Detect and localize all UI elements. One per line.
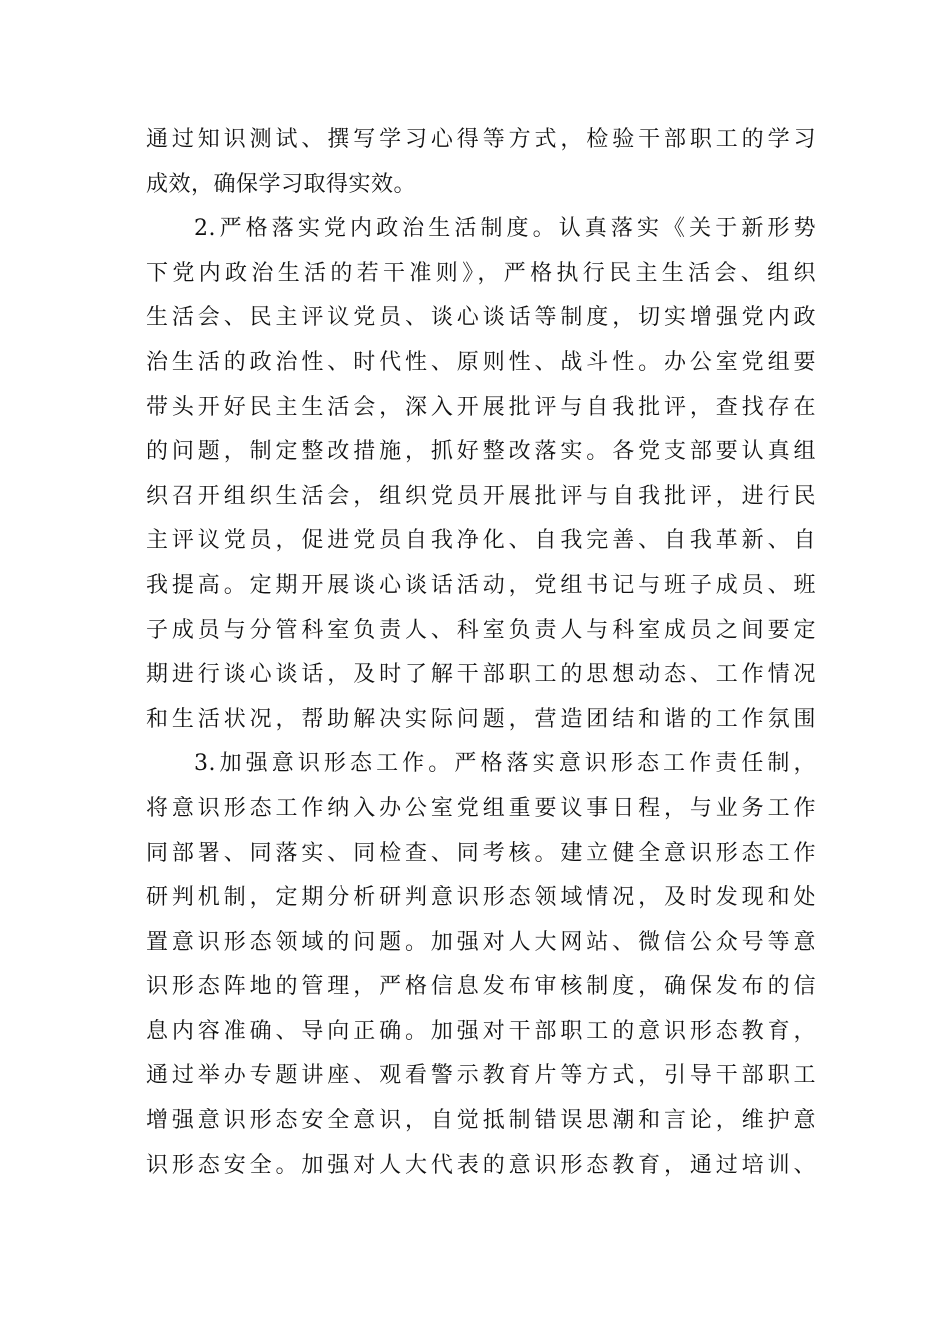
text-line: 我提高。定期开展谈心谈话活动，党组书记与班子成员、班: [146, 572, 816, 598]
paragraph-2: [146, 207, 816, 742]
text-line: 2.严格落实党内政治生活制度。认真落实《关于新形势: [194, 216, 816, 242]
paragraph-1: [146, 118, 816, 207]
text-line: 研判机制，定期分析研判意识形态领域情况，及时发现和处: [146, 885, 816, 911]
text-line: 织召开组织生活会，组织党员开展批评与自我批评，进行民: [146, 483, 816, 509]
text-line: 识形态安全。加强对人大代表的意识形态教育，通过培训、: [146, 1152, 816, 1178]
text-line: 成效，确保学习取得实效。: [146, 171, 417, 197]
text-line: 增强意识形态安全意识，自觉抵制错误思潮和言论，维护意: [146, 1108, 816, 1134]
text-line: 通过举办专题讲座、观看警示教育片等方式，引导干部职工: [146, 1063, 816, 1089]
document-body: [146, 118, 816, 1188]
text-line: 置意识形态领域的问题。加强对人大网站、微信公众号等意: [146, 929, 816, 955]
text-line: 带头开好民主生活会，深入开展批评与自我批评，查找存在: [146, 394, 816, 420]
text-line: 主评议党员，促进党员自我净化、自我完善、自我革新、自: [146, 528, 816, 554]
text-line: 下党内政治生活的若干准则》，严格执行民主生活会、组织: [146, 260, 816, 286]
text-line: 识形态阵地的管理，严格信息发布审核制度，确保发布的信: [146, 974, 816, 1000]
text-line: 3.加强意识形态工作。严格落实意识形态工作责任制，: [194, 751, 816, 777]
text-line: 将意识形态工作纳入办公室党组重要议事日程，与业务工作: [146, 795, 816, 821]
paragraph-3: [146, 742, 816, 1188]
text-line: 息内容准确、导向正确。加强对干部职工的意识形态教育，: [146, 1018, 816, 1044]
text-line: 生活会、民主评议党员、谈心谈话等制度，切实增强党内政: [146, 305, 816, 331]
text-line: 和生活状况，帮助解决实际问题，营造团结和谐的工作氛围: [146, 706, 816, 732]
text-line: 治生活的政治性、时代性、原则性、战斗性。办公室党组要: [146, 349, 816, 375]
text-line: 同部署、同落实、同检查、同考核。建立健全意识形态工作: [146, 840, 816, 866]
text-line: 的问题，制定整改措施，抓好整改落实。各党支部要认真组: [146, 439, 816, 465]
text-line: 子成员与分管科室负责人、科室负责人与科室成员之间要定: [146, 617, 816, 643]
text-line: 期进行谈心谈话，及时了解干部职工的思想动态、工作情况: [146, 662, 816, 688]
text-line: 通过知识测试、撰写学习心得等方式，检验干部职工的学习: [146, 127, 816, 152]
